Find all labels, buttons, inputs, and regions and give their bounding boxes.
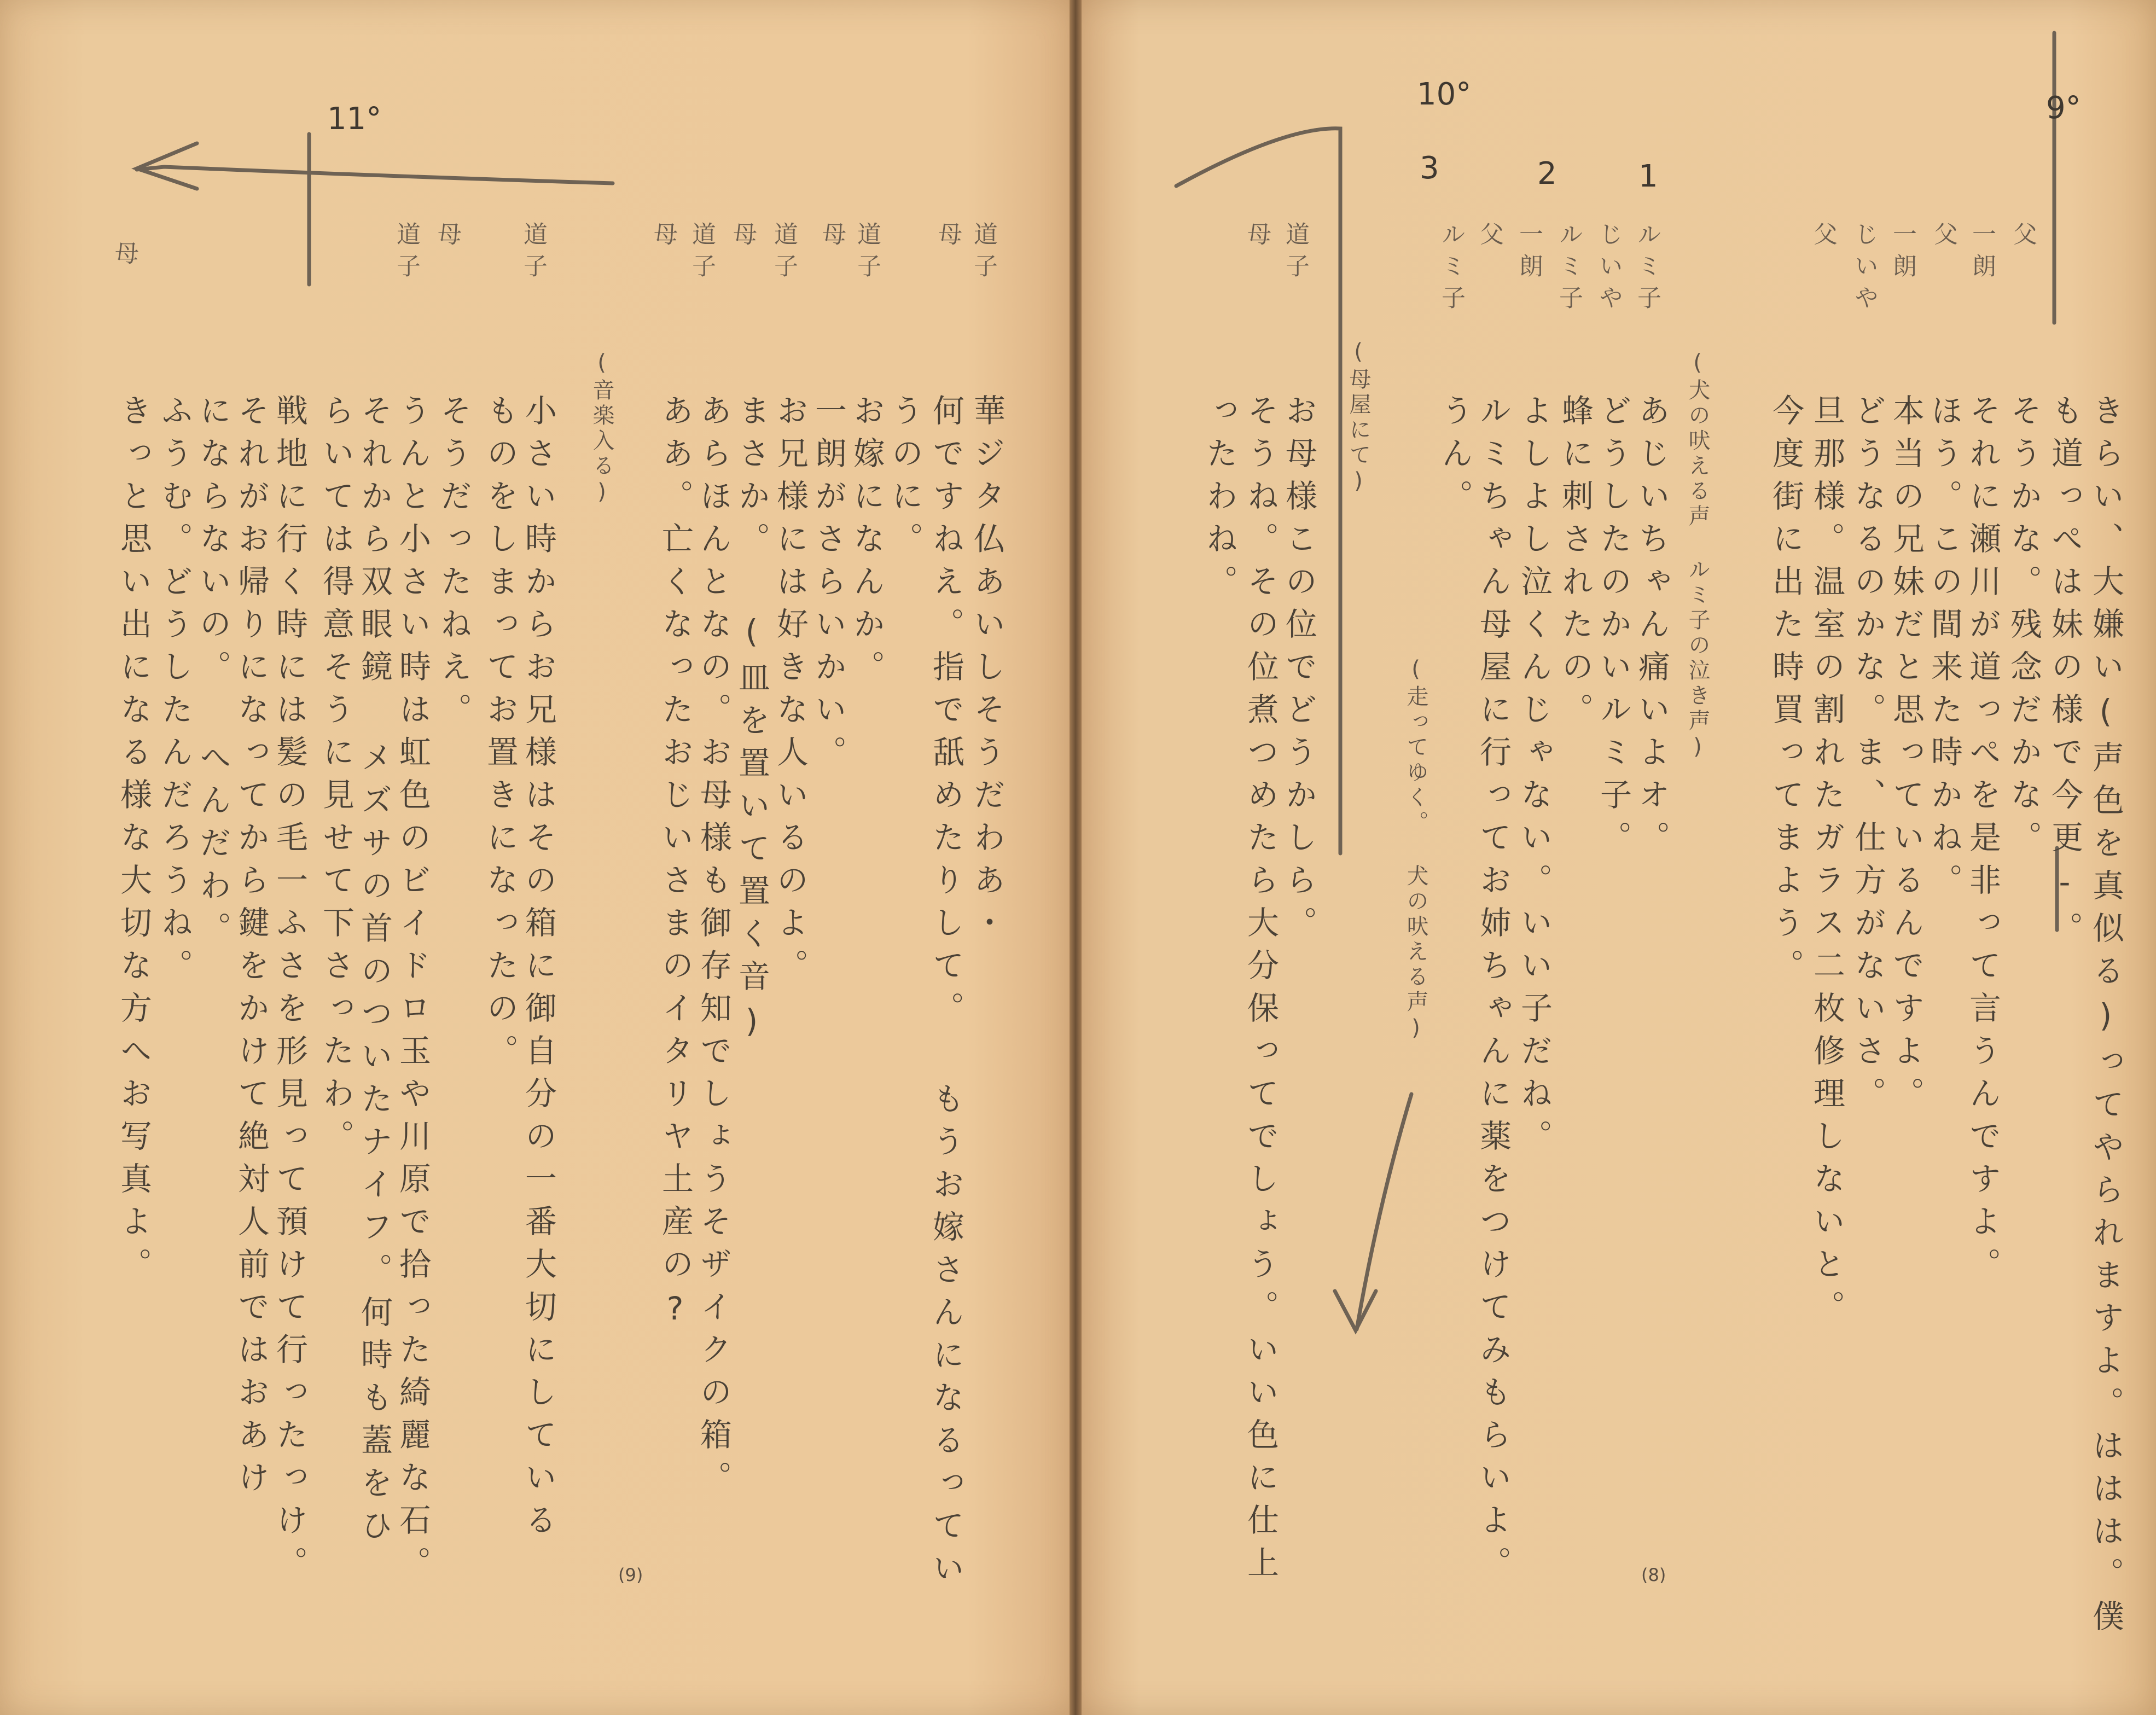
speaker-label: 道子 xyxy=(770,222,798,285)
stage-direction: (音楽入る) xyxy=(589,350,614,508)
dialogue-line: 何ですねえ。指で舐めたりして。 もうお嫁さんになるってい xyxy=(927,394,964,1594)
dialogue-line: お母様この位でどうかしら。 xyxy=(1280,394,1317,949)
speaker-label: ルミ子 xyxy=(1633,222,1661,317)
dialogue-line: 今度街に出た時買ってまよう。 xyxy=(1767,394,1804,991)
speaker-label: じいや xyxy=(1850,222,1878,317)
dialogue-line: そうかな。残念だかな。 xyxy=(2005,394,2042,863)
speaker-label: 父 xyxy=(1809,222,1837,253)
scene-number: 3 xyxy=(1420,150,1439,186)
speaker-label: 母 xyxy=(111,241,138,272)
dialogue-line: ったわね。 xyxy=(1201,394,1238,607)
dialogue-line: 旦那様。温室の割れたガラス二枚修理しないと。 xyxy=(1808,394,1845,1333)
speaker-label: 母 xyxy=(649,222,677,253)
dialogue-line: 蜂に刺されたの。 xyxy=(1556,394,1594,735)
dialogue-line: らいては得意そうに見せて下さったわ。 xyxy=(317,394,355,1162)
speaker-label: ルミ子 xyxy=(1555,222,1583,317)
speaker-label: じいや xyxy=(1595,222,1623,317)
dialogue-line: ああ。亡くなったおじいさまのイタリヤ土産の? xyxy=(656,394,694,1338)
dialogue-line: ほう。この間来た時かね。 xyxy=(1926,394,1963,906)
speaker-label: 道子 xyxy=(969,222,997,285)
speaker-label: 一朗 xyxy=(1515,222,1543,285)
speaker-label: ルミ子 xyxy=(1437,222,1465,317)
dialogue-line: あじいちゃん痛いよオ。 xyxy=(1633,394,1670,863)
dialogue-line: そうね。その位煮つめたら大分保ってでしょう。いい色に仕上 xyxy=(1242,394,1279,1589)
dialogue-line: それから双眼鏡 メズサの首のついたナイフ。何時も蓋をひ xyxy=(356,394,393,1551)
timing-mark-10: 10° xyxy=(1417,77,1472,112)
timing-mark-9: 9° xyxy=(2046,90,2081,126)
dialogue-line: 華ジタ仏あいしそうだわあ・ xyxy=(968,394,1006,949)
stage-direction: (犬の吠える声 ルミ子の泣き声) xyxy=(1685,350,1710,763)
dialogue-line: ルミちゃん母屋に行ってお姉ちゃんに薬をつけてみもらいよ。 xyxy=(1474,394,1512,1589)
dialogue-line: も道っぺは妹の様で今更-。 xyxy=(2046,394,2083,954)
dialogue-line: お嫁になんか。 xyxy=(848,394,885,693)
speaker-label: 道子 xyxy=(1281,222,1309,285)
page-number: (9) xyxy=(618,1565,643,1585)
speaker-label: 母 xyxy=(934,222,962,253)
speaker-label: 母 xyxy=(1243,222,1271,253)
page-number: (8) xyxy=(1641,1565,1666,1585)
speaker-label: 道子 xyxy=(853,222,881,285)
dialogue-line: それがお帰りになってから鍵をかけて絶対人前ではおあけ xyxy=(233,394,270,1503)
dialogue-line: あらほんとなの。お母様も御存知でしょうそザイクの箱。 xyxy=(695,394,732,1503)
dialogue-line: 戦地に行く時には髪の毛一ふさを形見って預けて行ったっけ。 xyxy=(271,394,308,1589)
dialogue-line: うん。 xyxy=(1436,394,1473,522)
speaker-label: 道子 xyxy=(519,222,547,285)
scene-number: 2 xyxy=(1537,156,1557,191)
speaker-label: 母 xyxy=(729,222,757,253)
dialogue-line: よしよし泣くんじゃない。いい子だね。 xyxy=(1515,394,1553,1162)
speaker-label: 父 xyxy=(2009,222,2037,253)
dialogue-line: それに瀬川が道っぺを是非って言うんですよ。 xyxy=(1964,394,2001,1290)
speaker-label: 道子 xyxy=(392,222,420,285)
dialogue-line: ふうむ。どうしたんだろうね。 xyxy=(156,394,193,991)
dialogue-line: どうなるのかな。ま、仕方がないさ。 xyxy=(1849,394,1886,1119)
timing-mark-11: 11° xyxy=(327,101,382,137)
speaker-label: 父 xyxy=(1475,222,1503,253)
speaker-label: 道子 xyxy=(688,222,716,285)
stage-direction: (母屋にて) xyxy=(1346,339,1371,497)
speaker-label: 一朗 xyxy=(1968,222,1996,285)
scene-number: 1 xyxy=(1638,159,1658,194)
dialogue-line: そうだったねえ。 xyxy=(435,394,472,735)
speaker-label: 母 xyxy=(433,222,461,253)
dialogue-line: 小さい時からお兄様はその箱に御自分の一番大切にしている xyxy=(520,394,557,1546)
dialogue-line: きっと思い出になる様な大切な方へお写真よ。 xyxy=(115,394,152,1290)
speaker-label: 母 xyxy=(818,222,846,253)
dialogue-line: うのに。 xyxy=(886,394,923,565)
dialogue-line: まさか。 (皿を置いて置く音) xyxy=(733,394,770,1050)
dialogue-line: うんと小さい時は虹色のビイドロ玉や川原で拾った綺麗な石。 xyxy=(394,394,431,1589)
stage-direction: (走ってゆく。 犬の吠える声) xyxy=(1403,656,1428,1044)
dialogue-line: お兄様には好きな人いるのよ。 xyxy=(771,394,809,991)
speaker-label: 父 xyxy=(1930,222,1957,253)
dialogue-line: きらい、大嫌い(声色を真似る)ってやられますよ。ははは。僕 xyxy=(2087,394,2124,1642)
dialogue-line: にならないの。 へんだわ。 xyxy=(194,394,231,954)
dialogue-line: 本当の兄妹だと思っているんですよ。 xyxy=(1887,394,1925,1119)
dialogue-line: どうしたのかいルミ子。 xyxy=(1595,394,1632,863)
speaker-label: 一朗 xyxy=(1888,222,1916,285)
dialogue-line: ものをしまってお置きになったの。 xyxy=(481,394,519,1077)
dialogue-line: 一朗がさらいかい。 xyxy=(810,394,847,778)
